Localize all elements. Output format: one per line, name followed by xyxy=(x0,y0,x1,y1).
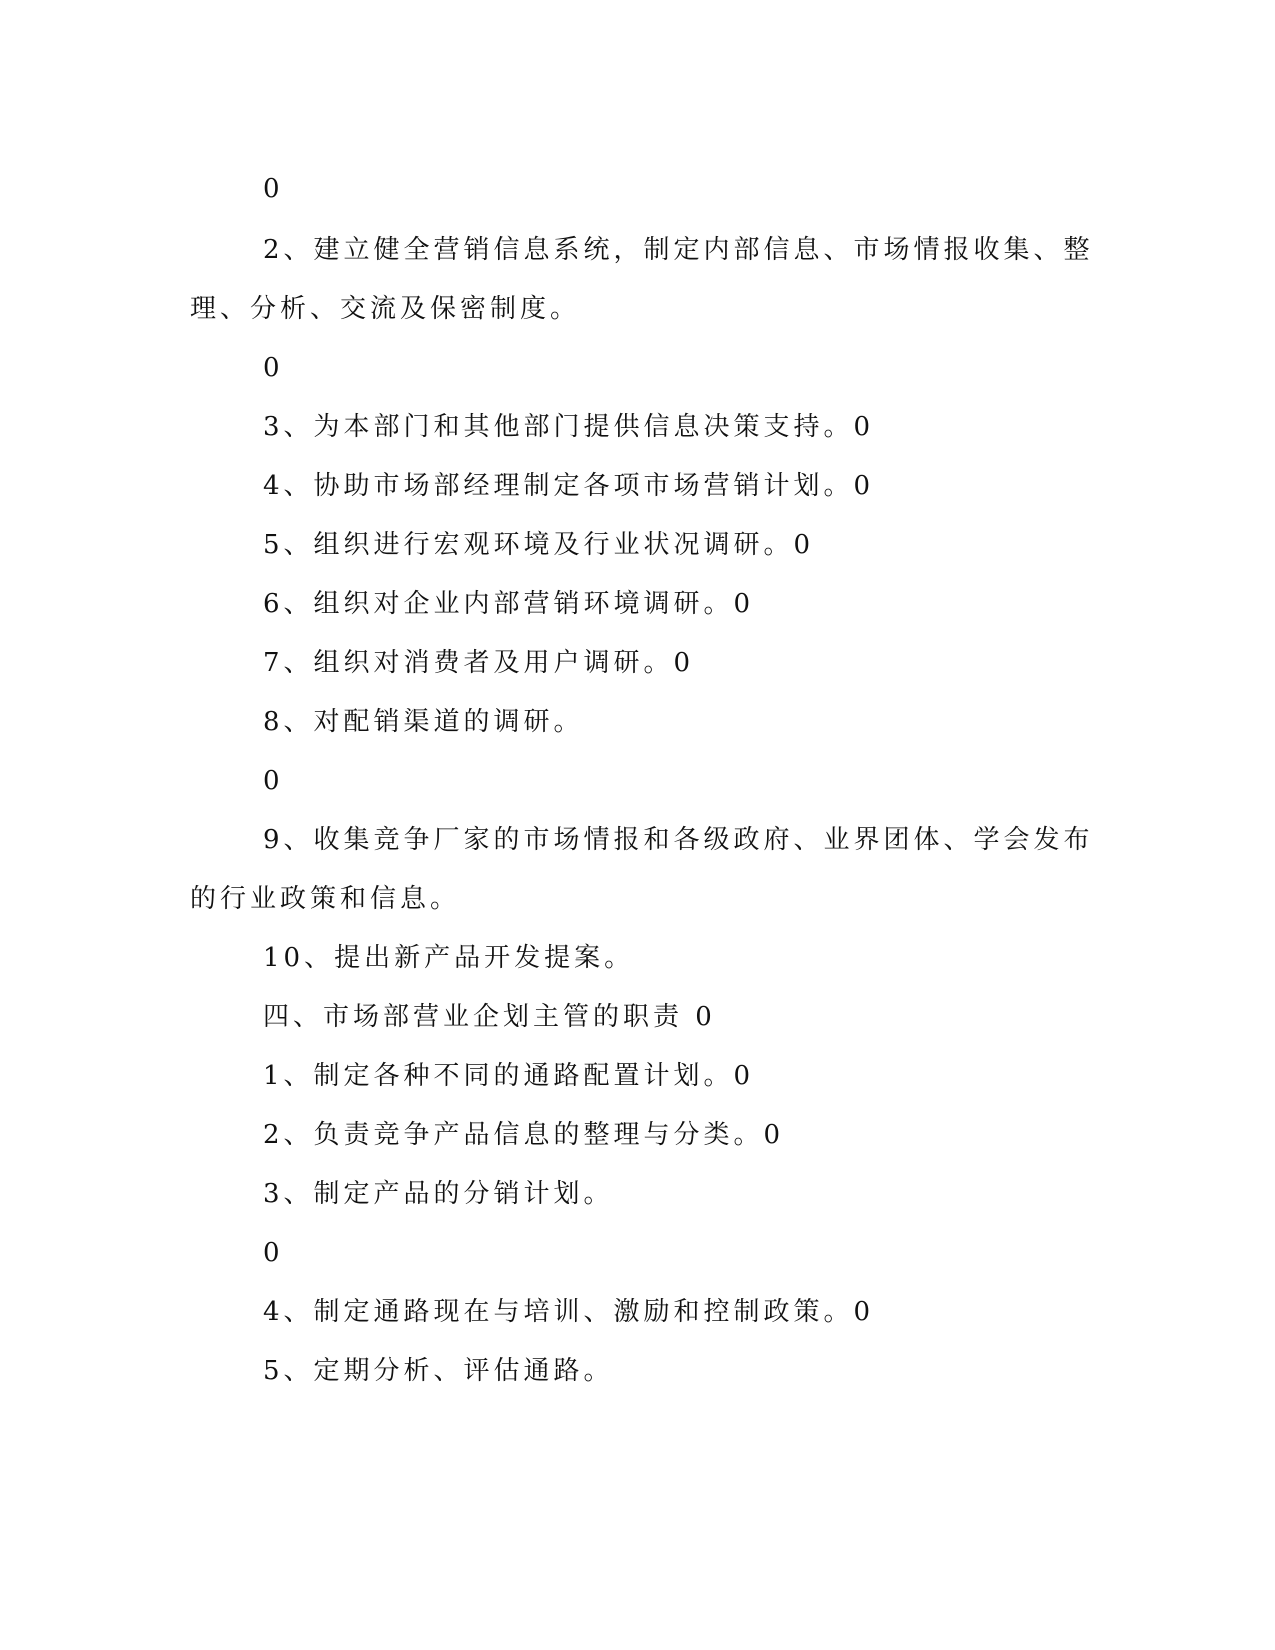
text-line: 0 xyxy=(263,766,284,796)
text-line: 3、为本部门和其他部门提供信息决策支持。0 xyxy=(263,412,875,442)
text-line: 10、提出新产品开发提案。 xyxy=(263,943,635,973)
text-line: 0 xyxy=(263,174,284,204)
text-line: 的行业政策和信息。 xyxy=(190,884,461,914)
section-heading: 四、市场部营业企划主管的职责 0 xyxy=(263,1002,716,1032)
text-line: 4、协助市场部经理制定各项市场营销计划。0 xyxy=(263,471,875,501)
text-line: 5、组织进行宏观环境及行业状况调研。0 xyxy=(263,530,815,560)
text-line: 理、分析、交流及保密制度。 xyxy=(190,294,581,324)
text-line: 9、收集竞争厂家的市场情报和各级政府、业界团体、学会发布 xyxy=(263,825,1094,855)
text-line: 2、负责竞争产品信息的整理与分类。0 xyxy=(263,1120,785,1150)
text-line: 1、制定各种不同的通路配置计划。0 xyxy=(263,1061,755,1091)
text-line: 8、对配销渠道的调研。 xyxy=(263,707,584,737)
text-line: 4、制定通路现在与培训、激励和控制政策。0 xyxy=(263,1297,875,1327)
text-line: 3、制定产品的分销计划。 xyxy=(263,1179,614,1209)
text-line: 2、建立健全营销信息系统，制定内部信息、市场情报收集、整 xyxy=(263,235,1094,265)
text-line: 0 xyxy=(263,353,284,383)
text-line: 5、定期分析、评估通路。 xyxy=(263,1356,614,1386)
text-line: 6、组织对企业内部营销环境调研。0 xyxy=(263,589,755,619)
text-line: 7、组织对消费者及用户调研。0 xyxy=(263,648,695,678)
text-line: 0 xyxy=(263,1238,284,1268)
